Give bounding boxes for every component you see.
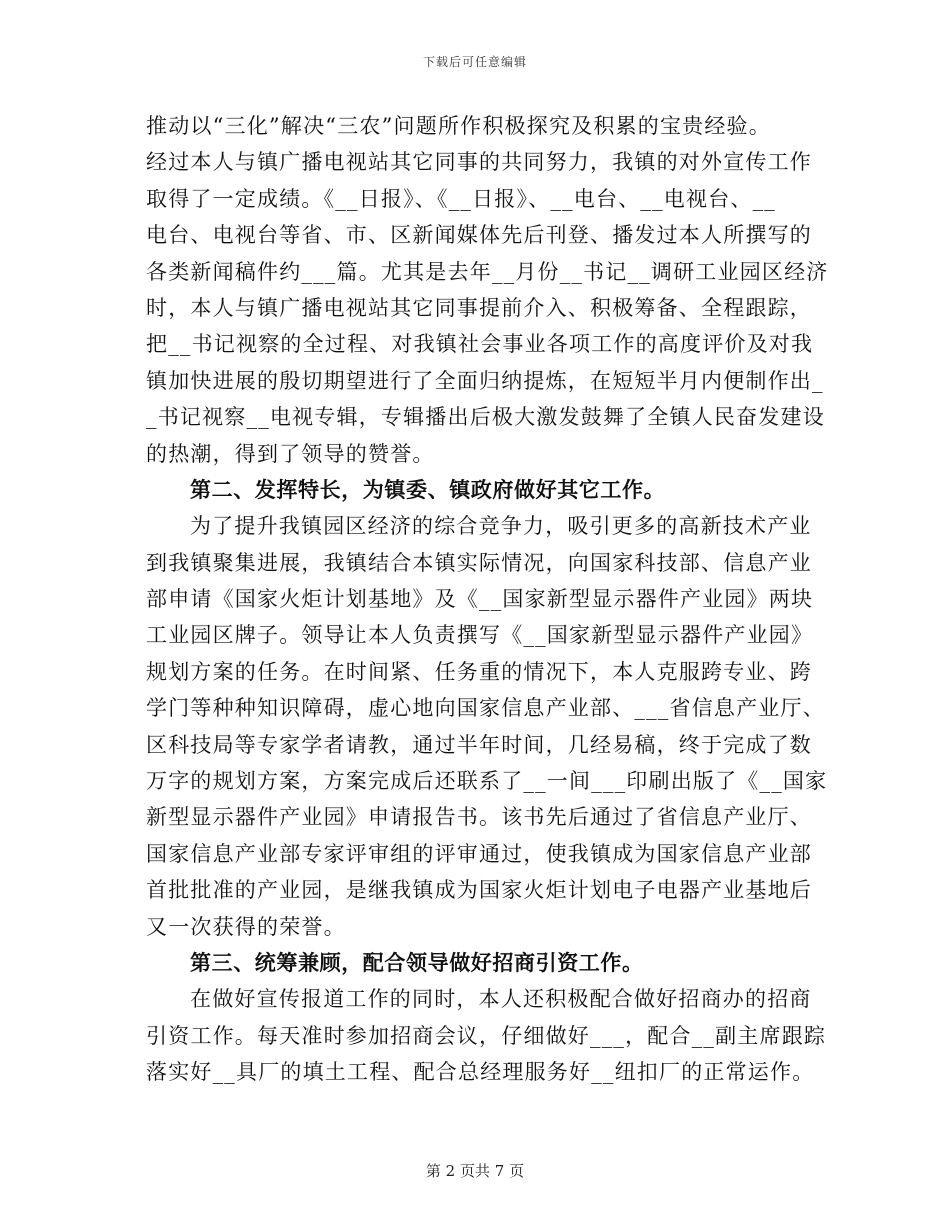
section-heading: 第三、统筹兼顾，配合领导做好招商引资工作。 [190, 949, 644, 975]
text-line: 各类新闻稿件约___篇。尤其是去年__月份__书记__调研工业园区经济 [146, 259, 829, 284]
text-line: 国家信息产业部专家评审组的评审通过，使我镇成为国家信息产业部 [146, 841, 812, 866]
text-line: _书记视察__电视专辑，专辑播出后极大激发鼓舞了全镇人民奋发建设 [146, 405, 825, 430]
text-line: 把__书记视察的全过程、对我镇社会事业各项工作的高度评价及对我 [146, 332, 814, 357]
page-header: 下载后可任意编辑 [422, 55, 527, 69]
text-line: 区科技局等专家学者请教，通过半年时间，几经易稿，终于完成了数 [146, 732, 812, 757]
text-line: 首批批准的产业园，是继我镇成为国家火炬计划电子电器产业基地后 [146, 878, 812, 903]
text-line: 落实好__具厂的填土工程、配合总经理服务好__纽扣厂的正常运作。 [146, 1060, 815, 1085]
text-line: 取得了一定成绩。《__日报》、《__日报》、__电台、__电视台、__ [146, 186, 776, 211]
text-line: 工业园区牌子。领导让本人负责撰写《__国家新型显示器件产业园》 [146, 623, 814, 648]
text-line: 镇加快进展的殷切期望进行了全面归纳提炼，在短短半月内便制作出_ [146, 368, 824, 393]
text-line: 引资工作。每天准时参加招商会议，仔细做好___，配合__副主席跟踪 [146, 1023, 827, 1048]
page-footer: 第 2 页共 7 页 [425, 1162, 525, 1180]
text-line: 万字的规划方案，方案完成后还联系了__一间___印刷出版了《__国家 [146, 769, 828, 794]
text-line: 电台、电视台等省、市、区新闻媒体先后刊登、播发过本人所撰写的 [146, 223, 812, 248]
text-line: 时，本人与镇广播电视站其它同事提前介入、积极筹备、全程跟踪， [146, 295, 812, 320]
text-line: 推动以“三化”解决“三农”问题所作积极探究及积累的宝贵经验。 [146, 114, 771, 138]
text-line: 的热潮，得到了领导的赞誉。 [146, 441, 435, 466]
document-body [146, 108, 829, 1091]
text-line: 新型显示器件产业园》申请报告书。该书先后通过了省信息产业厅、 [146, 805, 812, 830]
section-heading: 第二、发挥特长，为镇委、镇政府做好其它工作。 [190, 476, 666, 502]
text-line: 为了提升我镇园区经济的综合竞争力，吸引更多的高新技术产业 [190, 514, 812, 539]
text-line: 规划方案的任务。在时间紧、任务重的情况下，本人克服跨专业、跨 [146, 659, 812, 684]
text-line: 在做好宣传报道工作的同时，本人还积极配合做好招商办的招商 [190, 987, 812, 1012]
text-line: 又一次获得的荣誉。 [146, 914, 346, 939]
text-line: 到我镇聚集进展，我镇结合本镇实际情况，向国家科技部、信息产业 [146, 550, 812, 575]
text-line: 经过本人与镇广播电视站其它同事的共同努力，我镇的对外宣传工作 [146, 150, 812, 175]
text-line: 学门等种种知识障碍，虚心地向国家信息产业部、___省信息产业厅、 [146, 696, 825, 721]
text-line: 部申请《国家火炬计划基地》及《__国家新型显示器件产业园》两块 [146, 587, 814, 612]
